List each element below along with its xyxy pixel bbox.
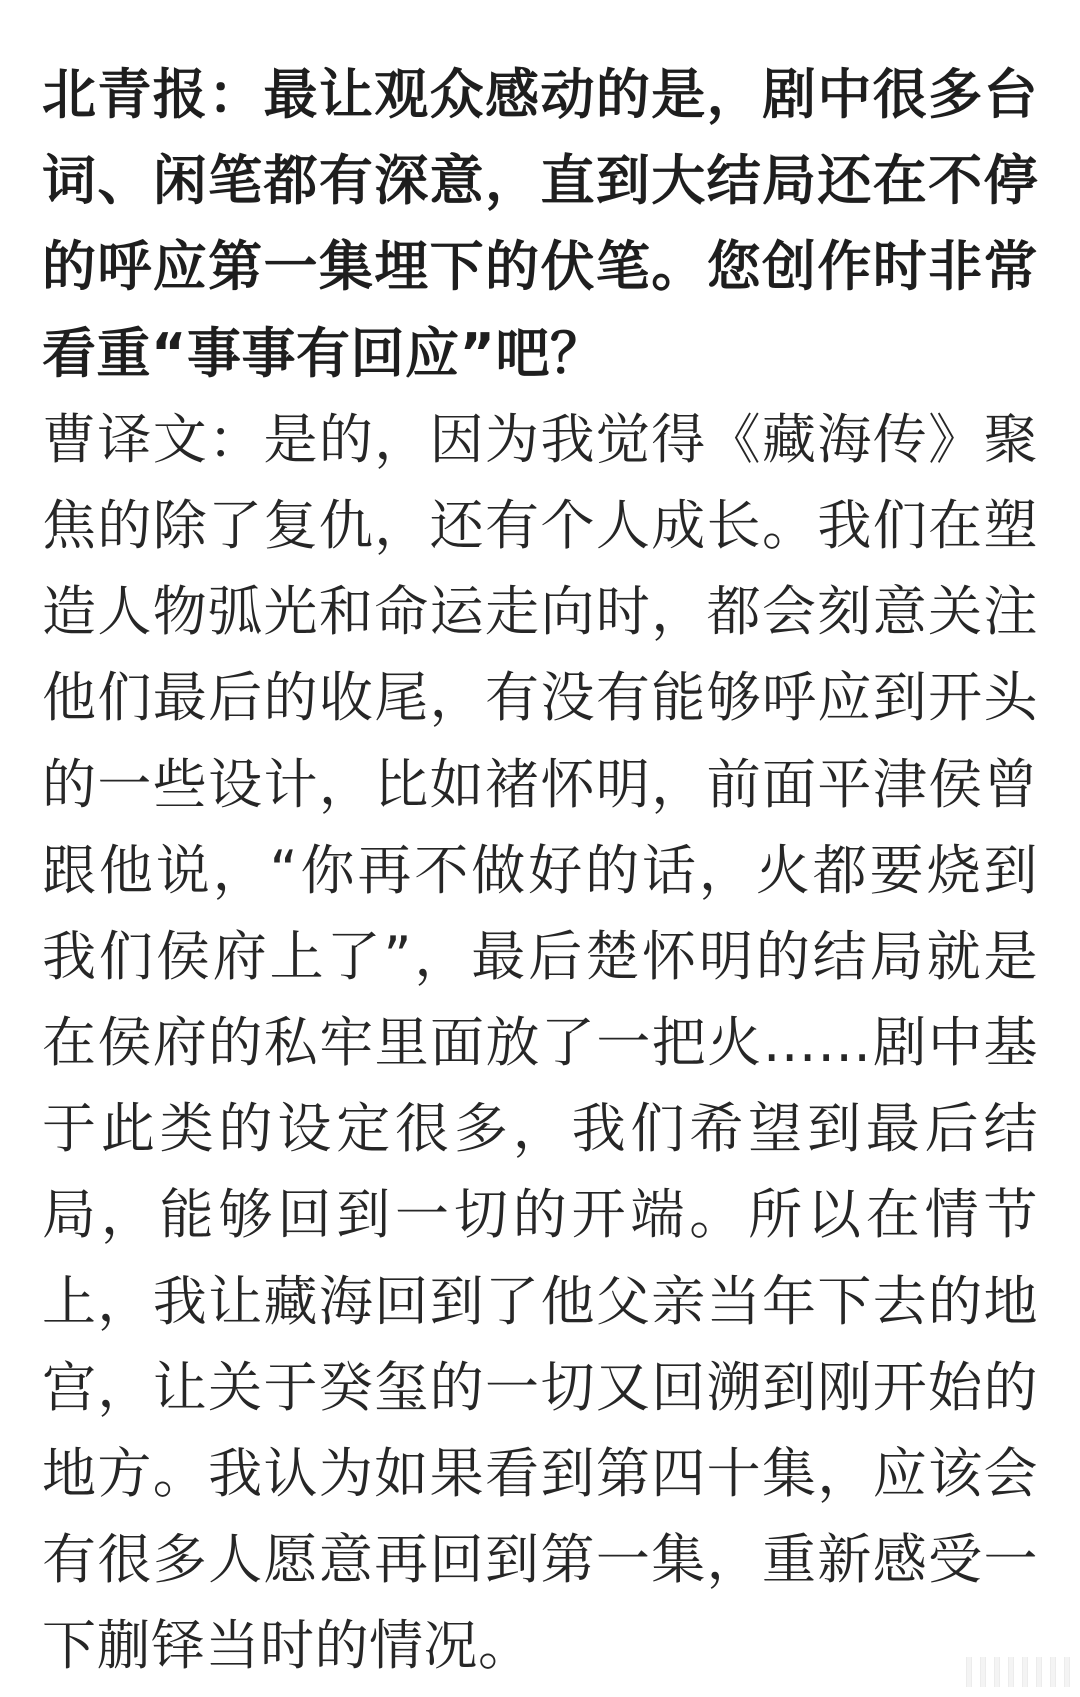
answer-line: 跟他说，“你再不做好的话，火都要烧到 [42, 838, 1038, 902]
answer-line: 于此类的设定很多，我们希望到最后结 [42, 1097, 1038, 1161]
question-line: 北青报：最让观众感动的是，剧中很多台 [42, 63, 1038, 126]
watermark-bar [1022, 1657, 1028, 1687]
answer-line: 的一些设计，比如褚怀明，前面平津侯曾 [42, 752, 1038, 816]
watermark-bar [980, 1657, 986, 1687]
answer-line: 地方。我认为如果看到第四十集，应该会 [42, 1442, 1038, 1505]
watermark-bar [994, 1657, 1000, 1687]
answer-line: 下蒯铎当时的情况。 [42, 1614, 533, 1678]
watermark-bar [1036, 1657, 1042, 1687]
question-line: 的呼应第一集埋下的伏笔。您创作时非常 [42, 235, 1038, 299]
answer-line: 在侯府的私牢里面放了一把火……剧中基 [42, 1011, 1038, 1075]
answer-line: 宫，让关于癸玺的一切又回溯到刚开始的 [42, 1355, 1038, 1419]
answer-line: 造人物弧光和命运走向时，都会刻意关注 [42, 580, 1038, 644]
answer-line: 焦的除了复仇，还有个人成长。我们在塑 [42, 493, 1038, 557]
answer-line: 上，我让藏海回到了他父亲当年下去的地 [42, 1269, 1038, 1333]
watermark-decoration [860, 1655, 1070, 1689]
article-body [42, 52, 1038, 1690]
answer-line: 有很多人愿意再回到第一集，重新感受一 [42, 1528, 1038, 1592]
answer-line: 他们最后的收尾，有没有能够呼应到开头 [42, 666, 1038, 730]
question-line: 看重“事事有回应”吧？ [42, 321, 605, 385]
watermark-bar [1008, 1657, 1014, 1687]
question-line: 词、闲笔都有深意，直到大结局还在不停 [42, 149, 1038, 213]
watermark-bar [1050, 1657, 1056, 1687]
watermark-bar [1064, 1657, 1070, 1687]
watermark-bar [966, 1657, 972, 1687]
answer-line: 曹译文：是的，因为我觉得《藏海传》聚 [42, 407, 1038, 471]
answer-line: 我们侯府上了”，最后楚怀明的结局就是 [42, 924, 1038, 988]
answer-line: 局，能够回到一切的开端。所以在情节 [42, 1183, 1038, 1247]
